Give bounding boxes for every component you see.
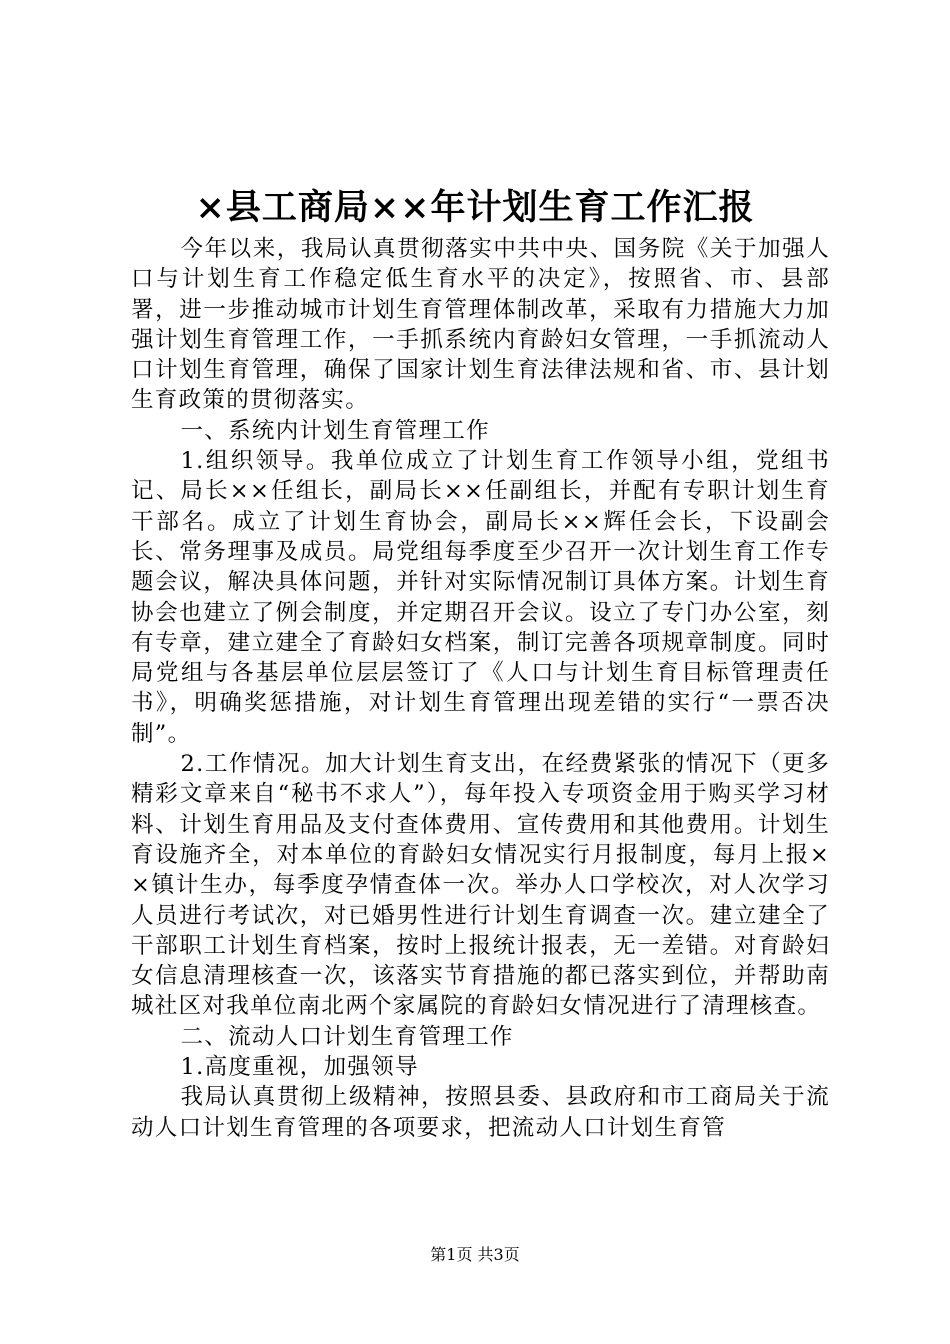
section-heading-1: 一、系统内计划生育管理工作 [180,417,490,444]
document-body [131,234,830,1143]
paragraph-intro: 今年以来，我局认真贯彻落实中共中央、国务院《关于加强人口与计划生育工作稳定低生育水平的决定》，按照省、市、县部署，进一步推动城市计划生育管理体制改革，采取有力措施大力加强计划生育管理工作，一手抓系统内育龄妇女管理，一手抓流动人口计划生育管理，确保了国家计划生育法律法规和省、市、县计划生育政策的贯彻落实。 [131,236,830,414]
section-heading-2: 二、流动人口计划生育管理工作 [180,1023,514,1050]
subsection-heading: 1.高度重视，加强领导 [180,1054,419,1081]
paragraph-organization: 1.组织领导。我单位成立了计划生育工作领导小组，党组书记、局长××任组长，副局长××任副组长，并配有专职计划生育干部名。成立了计划生育协会，副局长××辉任会长，下设副会长、常务理事及成员。局党组每季度至少召开一次计划生育工作专题会议，解决具体问题，并针对实际情况制订具体方案。计划生育协会也建立了例会制度，并定期召开会议。设立了专门办公室，刻有专章，建立建全了育龄妇女档案，制订完善各项规章制度。同时局党组与各基层单位层层签订了《人口与计划生育目标管理责任书》，明确奖惩措施，对计划生育管理出现差错的实行“一票否决制”。 [131,448,830,747]
document-title: ×县工商局××年计划生育工作汇报 [195,187,755,228]
paragraph-work-status: 2.工作情况。加大计划生育支出，在经费紧张的情况下（更多精彩文章来自“秘书不求人”），每年投入专项资金用于购买学习材料、计划生育用品及支付查体费用、宣传费用和其他费用。计划生育设施齐全，对本单位的育龄妇女情况实行月报制度，每月上报××镇计生办，每季度孕情查体一次。举办人口学校次，对人次学习人员进行考试次，对已婚男性进行计划生育调查一次。建立建全了干部职工计划生育档案，按时上报统计报表，无一差错。对育龄妇女信息清理核查一次，该落实节育措施的都已落实到位，并帮助南城社区对我单位南北两个家属院的育龄妇女情况进行了清理核查。 [131,751,830,1020]
paragraph-floating-population: 我局认真贯彻上级精神，按照县委、县政府和市工商局关于流动人口计划生育管理的各项要求，把流动人口计划生育管 [131,1084,830,1141]
page-footer: 第1页 共3页 [430,1245,520,1264]
